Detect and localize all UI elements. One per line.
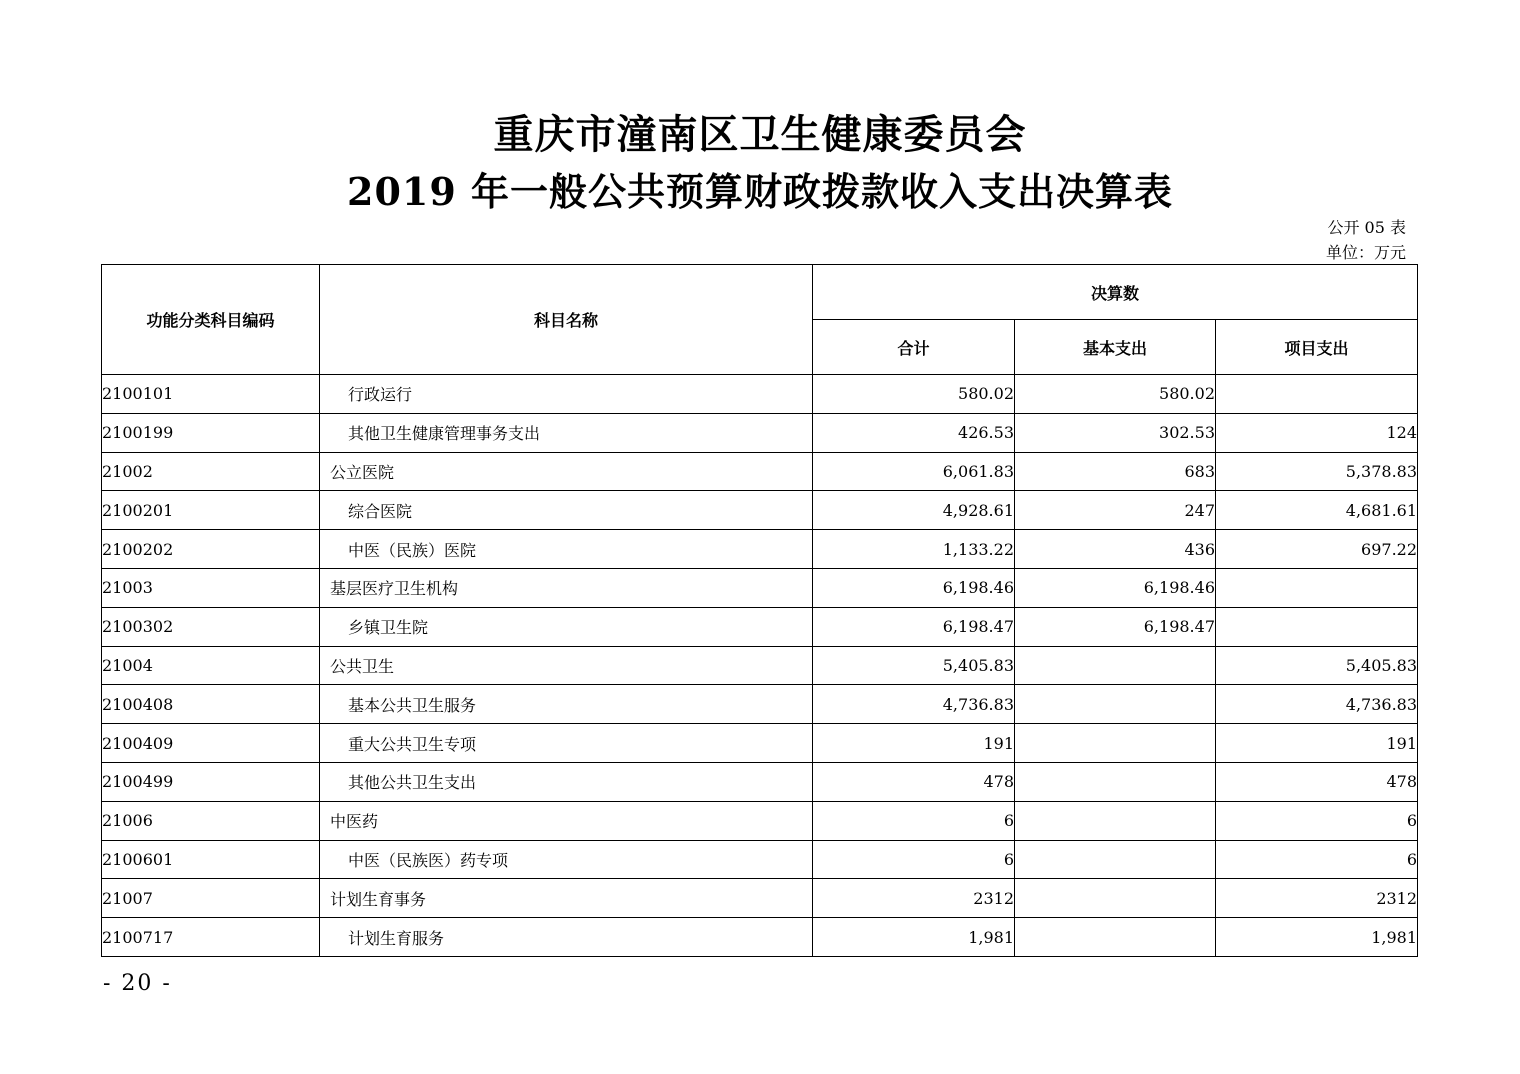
table-code-label: 公开 05 表	[1327, 218, 1406, 237]
cell-total: 2312	[813, 879, 1015, 918]
table-row	[102, 375, 1418, 414]
cell-basic	[1015, 724, 1216, 763]
table-row	[102, 530, 1418, 569]
table-row	[102, 607, 1418, 646]
cell-name: 行政运行	[320, 375, 813, 414]
cell-name: 公共卫生	[320, 646, 813, 685]
cell-code: 2100601	[102, 840, 320, 879]
cell-code: 21002	[102, 452, 320, 491]
cell-basic	[1015, 879, 1216, 918]
unit-label: 单位：万元	[1325, 243, 1406, 262]
cell-basic: 247	[1015, 491, 1216, 530]
cell-total: 6,061.83	[813, 452, 1015, 491]
table-row	[102, 801, 1418, 840]
table-row	[102, 646, 1418, 685]
cell-basic	[1015, 646, 1216, 685]
cell-total: 6,198.46	[813, 568, 1015, 607]
cell-project: 4,681.61	[1216, 491, 1418, 530]
cell-project: 478	[1216, 762, 1418, 801]
cell-code: 21004	[102, 646, 320, 685]
cell-name: 基本公共卫生服务	[320, 685, 813, 724]
cell-code: 2100408	[102, 685, 320, 724]
cell-project: 6	[1216, 840, 1418, 879]
cell-project: 697.22	[1216, 530, 1418, 569]
cell-total: 1,133.22	[813, 530, 1015, 569]
table-row	[102, 491, 1418, 530]
table-row	[102, 918, 1418, 957]
cell-total: 580.02	[813, 375, 1015, 414]
table-row	[102, 568, 1418, 607]
table-row	[102, 762, 1418, 801]
cell-name: 基层医疗卫生机构	[320, 568, 813, 607]
cell-name: 中医（民族医）药专项	[320, 840, 813, 879]
cell-total: 4,736.83	[813, 685, 1015, 724]
header-project-expenditure: 项目支出	[1216, 320, 1418, 375]
cell-total: 4,928.61	[813, 491, 1015, 530]
cell-project: 6	[1216, 801, 1418, 840]
table-row	[102, 685, 1418, 724]
cell-basic	[1015, 840, 1216, 879]
header-total: 合计	[813, 320, 1015, 375]
cell-code: 21007	[102, 879, 320, 918]
cell-basic	[1015, 918, 1216, 957]
cell-code: 2100201	[102, 491, 320, 530]
cell-basic	[1015, 685, 1216, 724]
cell-project: 191	[1216, 724, 1418, 763]
cell-total: 426.53	[813, 413, 1015, 452]
cell-basic: 580.02	[1015, 375, 1216, 414]
budget-table	[101, 264, 1418, 957]
cell-code: 2100717	[102, 918, 320, 957]
cell-name: 其他卫生健康管理事务支出	[320, 413, 813, 452]
cell-basic: 6,198.46	[1015, 568, 1216, 607]
header-basic-expenditure: 基本支出	[1015, 320, 1216, 375]
header-final-accounts: 决算数	[813, 265, 1418, 320]
cell-project: 5,405.83	[1216, 646, 1418, 685]
header-name: 科目名称	[320, 265, 813, 375]
cell-code: 21003	[102, 568, 320, 607]
cell-name: 中医（民族）医院	[320, 530, 813, 569]
cell-name: 乡镇卫生院	[320, 607, 813, 646]
cell-project: 4,736.83	[1216, 685, 1418, 724]
table-row	[102, 452, 1418, 491]
cell-name: 中医药	[320, 801, 813, 840]
cell-basic: 683	[1015, 452, 1216, 491]
table-body	[102, 375, 1418, 957]
cell-total: 191	[813, 724, 1015, 763]
cell-total: 1,981	[813, 918, 1015, 957]
page-number: - 20 -	[103, 971, 172, 996]
cell-name: 公立医院	[320, 452, 813, 491]
cell-total: 5,405.83	[813, 646, 1015, 685]
document-title: 重庆市潼南区卫生健康委员会	[493, 111, 1027, 158]
cell-name: 计划生育事务	[320, 879, 813, 918]
cell-code: 2100199	[102, 413, 320, 452]
table-row	[102, 413, 1418, 452]
cell-name: 其他公共卫生支出	[320, 762, 813, 801]
table-row	[102, 879, 1418, 918]
cell-code: 2100302	[102, 607, 320, 646]
cell-project	[1216, 607, 1418, 646]
cell-code: 2100101	[102, 375, 320, 414]
cell-total: 6,198.47	[813, 607, 1015, 646]
cell-project: 124	[1216, 413, 1418, 452]
table-row	[102, 724, 1418, 763]
cell-code: 21006	[102, 801, 320, 840]
cell-code: 2100202	[102, 530, 320, 569]
cell-project	[1216, 375, 1418, 414]
document-subtitle: 2019 年一般公共预算财政拨款收入支出决算表	[347, 169, 1173, 214]
cell-project: 5,378.83	[1216, 452, 1418, 491]
cell-basic: 302.53	[1015, 413, 1216, 452]
cell-total: 478	[813, 762, 1015, 801]
cell-basic	[1015, 801, 1216, 840]
cell-code: 2100409	[102, 724, 320, 763]
cell-project: 2312	[1216, 879, 1418, 918]
cell-name: 综合医院	[320, 491, 813, 530]
cell-project	[1216, 568, 1418, 607]
cell-basic: 436	[1015, 530, 1216, 569]
cell-basic: 6,198.47	[1015, 607, 1216, 646]
cell-total: 6	[813, 801, 1015, 840]
cell-name: 计划生育服务	[320, 918, 813, 957]
cell-basic	[1015, 762, 1216, 801]
cell-project: 1,981	[1216, 918, 1418, 957]
cell-code: 2100499	[102, 762, 320, 801]
cell-total: 6	[813, 840, 1015, 879]
table-row	[102, 840, 1418, 879]
header-code: 功能分类科目编码	[102, 265, 320, 375]
cell-name: 重大公共卫生专项	[320, 724, 813, 763]
